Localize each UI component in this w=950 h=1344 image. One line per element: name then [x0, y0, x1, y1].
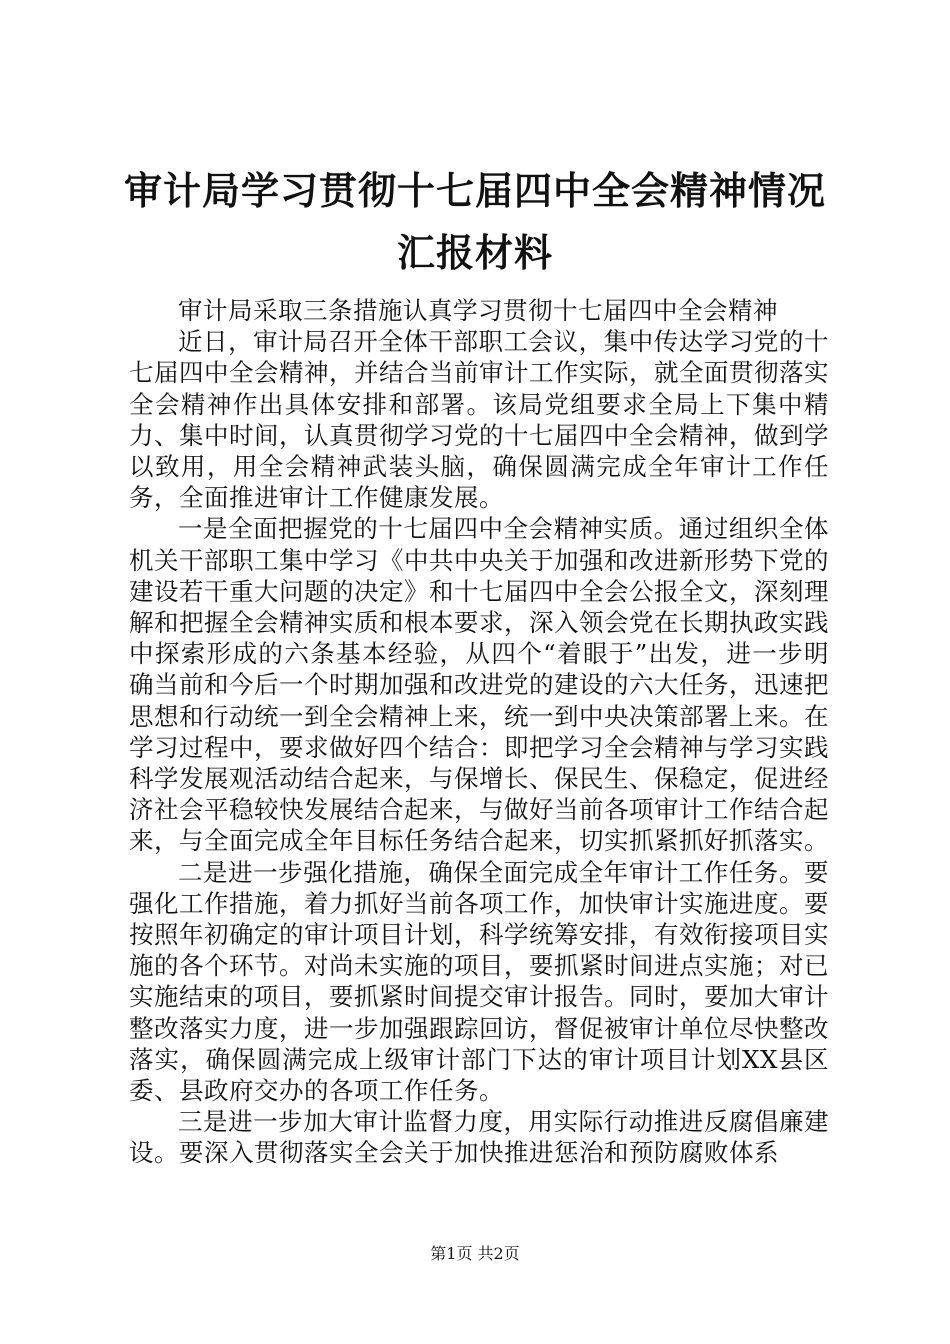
paragraph-intro: 近日，审计局召开全体干部职工会议，集中传达学习党的十七届四中全会精神，并结合当前审计工作实际，就全面贯彻落实全会精神作出具体安排和部署。该局党组要求全局上下集中精力、集中时间，认真贯彻学习党的十七届四中全会精神，做到学以致用，用全会精神武装头脑，确保圆满完成全年审计工作任务，全面推进审计工作健康发展。 — [129, 327, 829, 513]
document-title: 审计局学习贯彻十七届四中全会精神情况汇报材料 — [123, 169, 826, 275]
paragraph-point-one: 一是全面把握党的十七届四中全会精神实质。通过组织全体机关干部职工集中学习《中共中央关于加强和改进新形势下党的建设若干重大问题的决定》和十七届四中全会公报全文，深刻理解和把握全会精神实质和根本要求，深入领会党在长期执政实践中探索形成的六条基本经验，从四个“着眼于”出发，进一步明确当前和今后一个时期加强和改进党的建设的六大任务，迅速把思想和行动统一到全会精神上来，统一到中央决策部署上来。在学习过程中，要求做好四个结合：即把学习全会精神与学习实践科学发展观活动结合起来，与保增长、保民生、保稳定，促进经济社会平稳较快发展结合起来，与做好当前各项审计工作结合起来，与全面完成全年目标任务结合起来，切实抓紧抓好抓落实。 — [129, 514, 829, 856]
paragraph-point-two: 二是进一步强化措施，确保全面完成全年审计工作任务。要强化工作措施，着力抓好当前各项工作，加快审计实施进度。要按照年初确定的审计项目计划，科学统筹安排，有效衔接项目实施的各个环节。对尚未实施的项目，要抓紧时间进点实施；对已实施结束的项目，要抓紧时间提交审计报告。同时，要加大审计整改落实力度，进一步加强跟踪回访，督促被审计单位尽快整改落实，确保圆满完成上级审计部门下达的审计项目计划XX县区委、县政府交办的各项工作任务。 — [129, 857, 829, 1106]
paragraph-point-three: 三是进一步加大审计监督力度，用实际行动推进反腐倡廉建设。要深入贯彻落实全会关于加快推进惩治和预防腐败体系 — [129, 1107, 829, 1168]
page-footer: 第1页 共2页 — [430, 1244, 520, 1263]
document-body — [129, 295, 829, 1169]
paragraph-subheading: 审计局采取三条措施认真学习贯彻十七届四中全会精神 — [178, 296, 778, 325]
